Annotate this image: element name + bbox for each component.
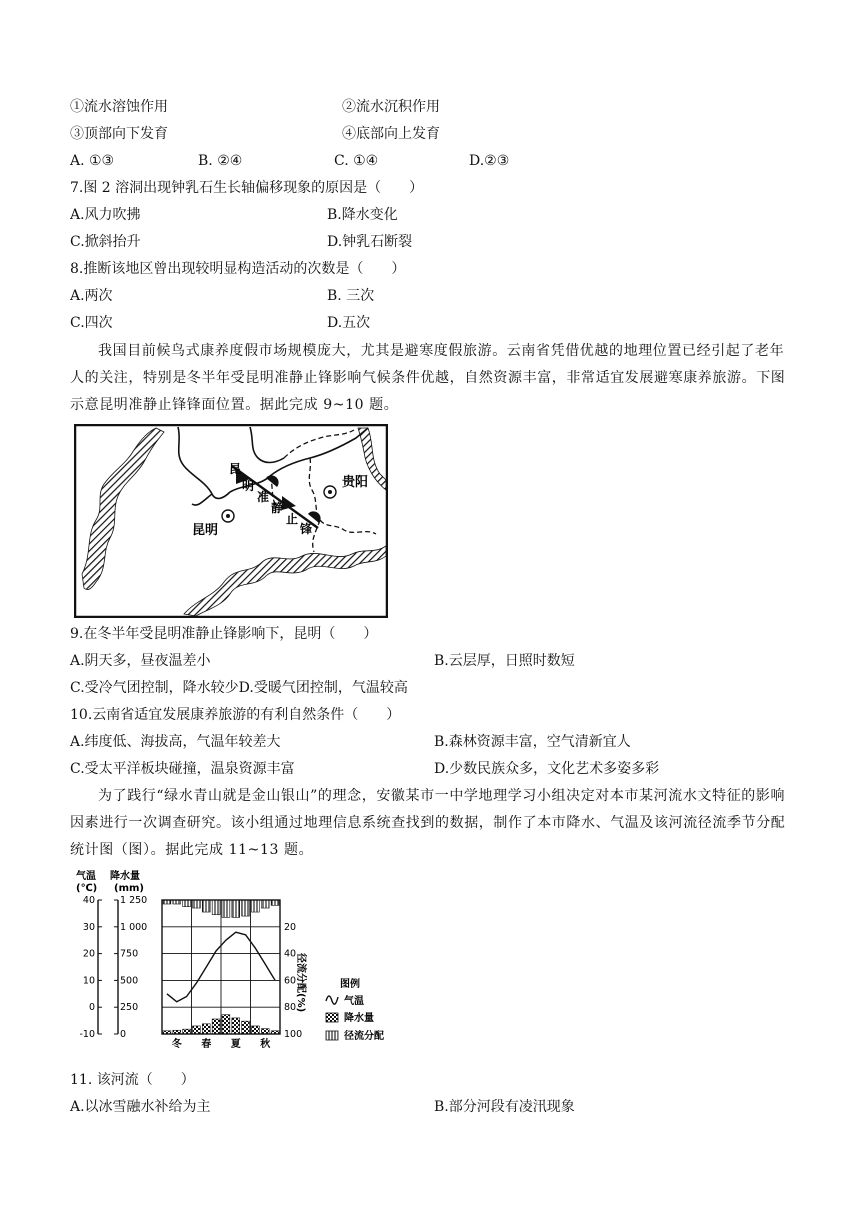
runoff-bar [202, 900, 210, 912]
temp-tick-label: 10 [82, 975, 95, 987]
runoff-bar [232, 900, 240, 917]
legend-title: 图例 [340, 979, 360, 990]
precip-bar [261, 1029, 269, 1034]
q6-item-4: ④底部向上发育 [342, 126, 440, 142]
runoff-bar [252, 900, 260, 912]
season-label: 冬 [171, 1039, 182, 1050]
passage-9-10: 我国目前候鸟式康养度假市场规模庞大，尤其是避寒度假旅游。云南省凭借优越的地理位置已经引起了老年人的关注，特别是冬半年受昆明准静止锋影响气候条件优越，自然资源丰富，非常适宜发展避寒康养旅游。下图示意昆明准静止锋锋面位置。据此完成 9~10 题。 [70, 343, 786, 413]
precip-bar [232, 1018, 240, 1034]
temp-axis-title: 气温 [76, 871, 96, 882]
q6-option-d: D.②③ [469, 153, 510, 169]
q7-option-b: B.降水变化 [327, 207, 398, 223]
precip-tick-label: 1 000 [120, 921, 148, 933]
precip-tick-label: 750 [120, 948, 139, 960]
q7-stem: 7.图 2 溶洞出现钟乳石生长轴偏移现象的原因是（ ） [70, 180, 424, 196]
q11-stem: 11. 该河流（ ） [70, 1072, 195, 1088]
runoff-bar [193, 900, 201, 908]
precip-axis-title: 降水量 [110, 871, 140, 882]
legend-precip-label: 降水量 [344, 1013, 374, 1024]
runoff-tick-label: 40 [284, 948, 297, 960]
q7-option-c: C.掀斜抬升 [70, 234, 141, 250]
runoff-bar [222, 900, 230, 917]
season-label: 秋 [260, 1039, 271, 1050]
passage-11-13: 为了践行“绿水青山就是金山银山”的理念，安徽某市一中学地理学习小组决定对本市某河流水文特征的影响因素进行一次调查研究。该小组通过地理信息系统查找到的数据，制作了本市降水、气温及该河流径流季节分配统计图（图）。据此完成 11~13 题。 [70, 788, 786, 858]
q6-item-1: ①流水溶蚀作用 [70, 99, 168, 115]
q9-option-c: C.受冷气团控制，降水较少 [70, 680, 239, 696]
q7-option-d: D.钟乳石断裂 [327, 234, 413, 250]
q9-option-b: B.云层厚，日照时数短 [434, 653, 575, 669]
q6-option-b: B. ②④ [198, 153, 243, 169]
q9-stem: 9.在冬半年受昆明准静止锋影响下，昆明（ ） [70, 626, 378, 642]
precip-bar [222, 1015, 230, 1034]
precip-tick-label: 0 [120, 1029, 127, 1040]
q10-option-a: A.纬度低、海拔高，气温年较差大 [70, 734, 281, 750]
q8-stem: 8.推断该地区曾出现较明显构造活动的次数是（ ） [70, 261, 406, 277]
front-char-1: 昆 [229, 462, 242, 476]
front-char-3: 准 [257, 490, 270, 504]
q11-option-a: A.以冰雪融水补给为主 [70, 1099, 211, 1115]
precip-tick-label: 250 [120, 1002, 139, 1014]
q9-option-c-d-line [70, 678, 408, 698]
runoff-bar [271, 900, 279, 905]
q8-option-b: B. 三次 [327, 288, 375, 304]
front-char-2: 明 [242, 479, 255, 493]
temp-tick-label: 20 [82, 948, 95, 960]
precip-bar [242, 1021, 250, 1034]
temp-tick-label: 0 [88, 1002, 95, 1014]
precip-axis-unit: (mm) [114, 883, 144, 894]
runoff-bar [212, 900, 220, 915]
legend-runoff-label: 径流分配 [344, 1031, 384, 1042]
precip-bar [252, 1026, 260, 1034]
legend-temp-symbol [326, 996, 338, 1004]
front-char-4: 静 [271, 501, 284, 515]
runoff-tick-label: 60 [284, 975, 297, 987]
q7-option-a: A.风力吹拂 [70, 207, 141, 223]
runoff-bar [261, 900, 269, 908]
temp-tick-label: 30 [82, 921, 95, 933]
legend-precip-symbol [326, 1013, 338, 1022]
q9-option-a: A.阴天多，昼夜温差小 [70, 653, 211, 669]
runoff-bar [242, 900, 250, 916]
q9-option-d: D.受暖气团控制，气温较高 [238, 680, 408, 696]
guiyang-label: 贵阳 [342, 475, 369, 490]
q8-option-c: C.四次 [70, 315, 113, 331]
temp-tick-label: 40 [82, 895, 95, 906]
temp-axis-unit: (℃) [76, 883, 98, 894]
q11-option-b: B.部分河段有凌汛现象 [434, 1099, 575, 1115]
runoff-tick-label: 100 [284, 1029, 303, 1040]
precip-bar [183, 1029, 191, 1034]
q10-option-b: B.森林资源丰富，空气清新宜人 [434, 734, 631, 750]
precip-bar [202, 1024, 210, 1034]
precip-bar [212, 1019, 220, 1034]
q6-item-2: ②流水沉积作用 [342, 99, 440, 115]
q10-option-d: D.少数民族众多，文化艺术多姿多彩 [434, 761, 660, 777]
precip-bar [193, 1026, 201, 1034]
q6-item-3: ③顶部向下发育 [70, 126, 168, 142]
front-char-6: 锋 [300, 522, 313, 536]
q6-option-c: C. ①④ [334, 153, 379, 169]
q8-option-d: D.五次 [327, 315, 371, 331]
legend-runoff-symbol [326, 1031, 338, 1040]
q10-option-c: C.受太平洋板块碰撞，温泉资源丰富 [70, 761, 295, 777]
kunming-front-map [74, 424, 388, 618]
season-label: 春 [201, 1039, 212, 1050]
climate-runoff-chart [70, 868, 410, 1058]
kunming-label: 昆明 [192, 523, 219, 538]
season-label: 夏 [230, 1039, 241, 1050]
q10-stem: 10.云南省适宜发展康养旅游的有利自然条件（ ） [70, 707, 401, 723]
precip-tick-label: 500 [120, 975, 139, 987]
runoff-tick-label: 20 [284, 921, 297, 933]
q6-option-a: A. ①③ [70, 153, 115, 169]
legend-temp-label: 气温 [344, 996, 364, 1007]
front-char-5: 止 [286, 512, 299, 526]
temp-tick-label: -10 [79, 1029, 95, 1040]
precip-tick-label: 1 250 [120, 895, 148, 906]
runoff-axis-title: 径流分配(%) [295, 953, 306, 1013]
q8-option-a: A.两次 [70, 288, 113, 304]
runoff-bar [183, 900, 191, 907]
runoff-tick-label: 80 [284, 1002, 297, 1014]
